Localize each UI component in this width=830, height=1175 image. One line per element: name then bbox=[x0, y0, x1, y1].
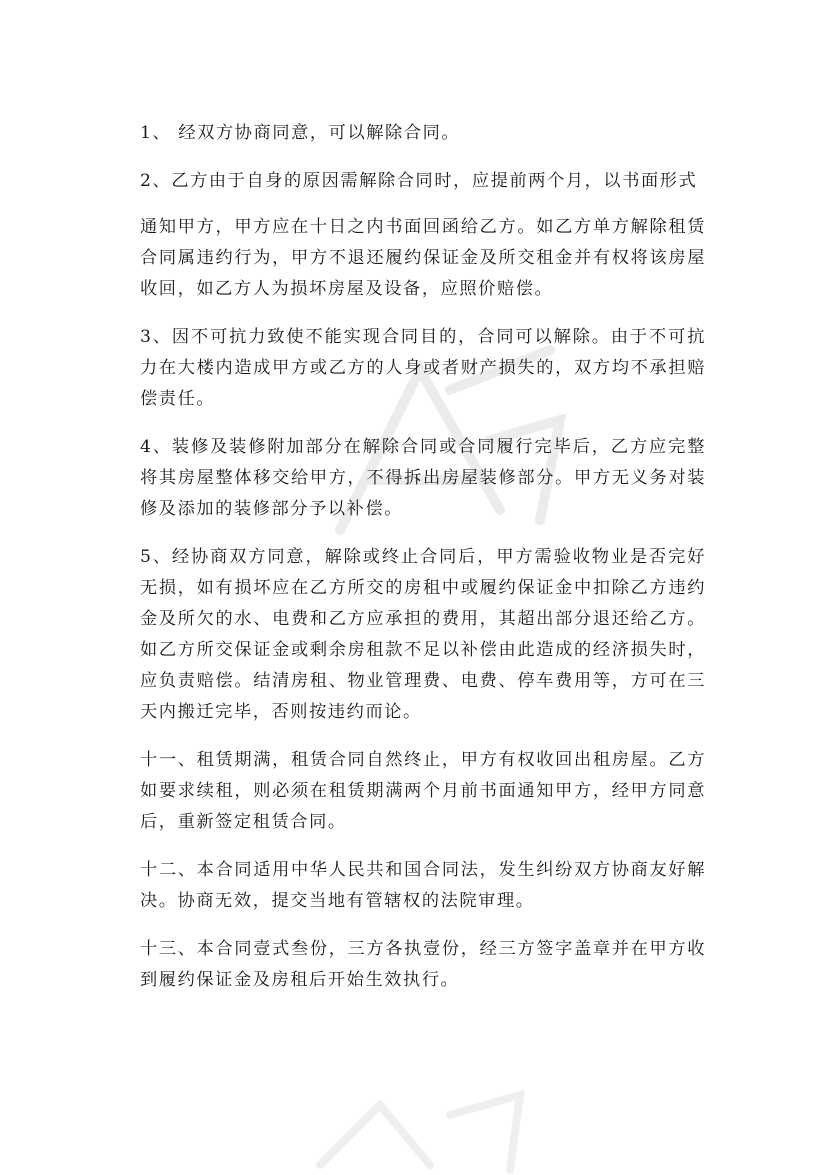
paragraph-early-termination: 2、乙方由于自身的原因需解除合同时，应提前两个月，以书面形式 bbox=[140, 171, 698, 191]
paragraph-notification: 通知甲方，甲方应在十日之内书面回函给乙方。如乙方单方解除租赁合同属违约行为，甲方不退还履约保证金及所交租金并有权将该房屋收回，如乙方人为损坏房屋及设备，应照价赔偿。 bbox=[140, 217, 706, 299]
paragraph-renovation: 4、装修及装修附加部分在解除合同或合同履行完毕后，乙方应完整将其房屋整体移交给甲方，不得拆出房屋装修部分。甲方无义务对装修及添加的装修部分予以补偿。 bbox=[140, 437, 706, 519]
paragraph-governing-law: 十二、本合同适用中华人民共和国合同法，发生纠纷双方协商友好解决。协商无效，提交当地有管辖权的法院审理。 bbox=[140, 860, 706, 911]
document-body bbox=[140, 118, 706, 1013]
paragraph-copies: 十三、本合同壹式叁份，三方各执壹份，经三方签字盖章并在甲方收到履约保证金及房租后开始生效执行。 bbox=[140, 939, 706, 990]
paragraph-lease-expiry: 十一、租赁期满，租赁合同自然终止，甲方有权收回出租房屋。乙方如要求续租，则必须在租赁期满两个月前书面通知甲方，经甲方同意后，重新签定租赁合同。 bbox=[140, 750, 706, 832]
paragraph-inspection: 5、经协商双方同意，解除或终止合同后，甲方需验收物业是否完好无损，如有损坏应在乙方所交的房租中或履约保证金中扣除乙方违约金及所欠的水、电费和乙方应承担的费用，其超出部分退还给乙方。如乙方所交保证金或剩余房租款不足以补偿由此造成的经济损失时，应负责赔偿。结清房租、物业管理费、电费、停车费用等，方可在三天内搬迁完毕，否则按违约而论。 bbox=[140, 547, 706, 722]
watermark-graphic-bottom bbox=[300, 1085, 540, 1175]
paragraph-force-majeure: 3、因不可抗力致使不能实现合同目的，合同可以解除。由于不可抗力在大楼内造成甲方或乙方的人身或者财产损失的，双方均不承担赔偿责任。 bbox=[140, 327, 706, 409]
paragraph-termination-agreement: 1、 经双方协商同意，可以解除合同。 bbox=[140, 123, 461, 143]
